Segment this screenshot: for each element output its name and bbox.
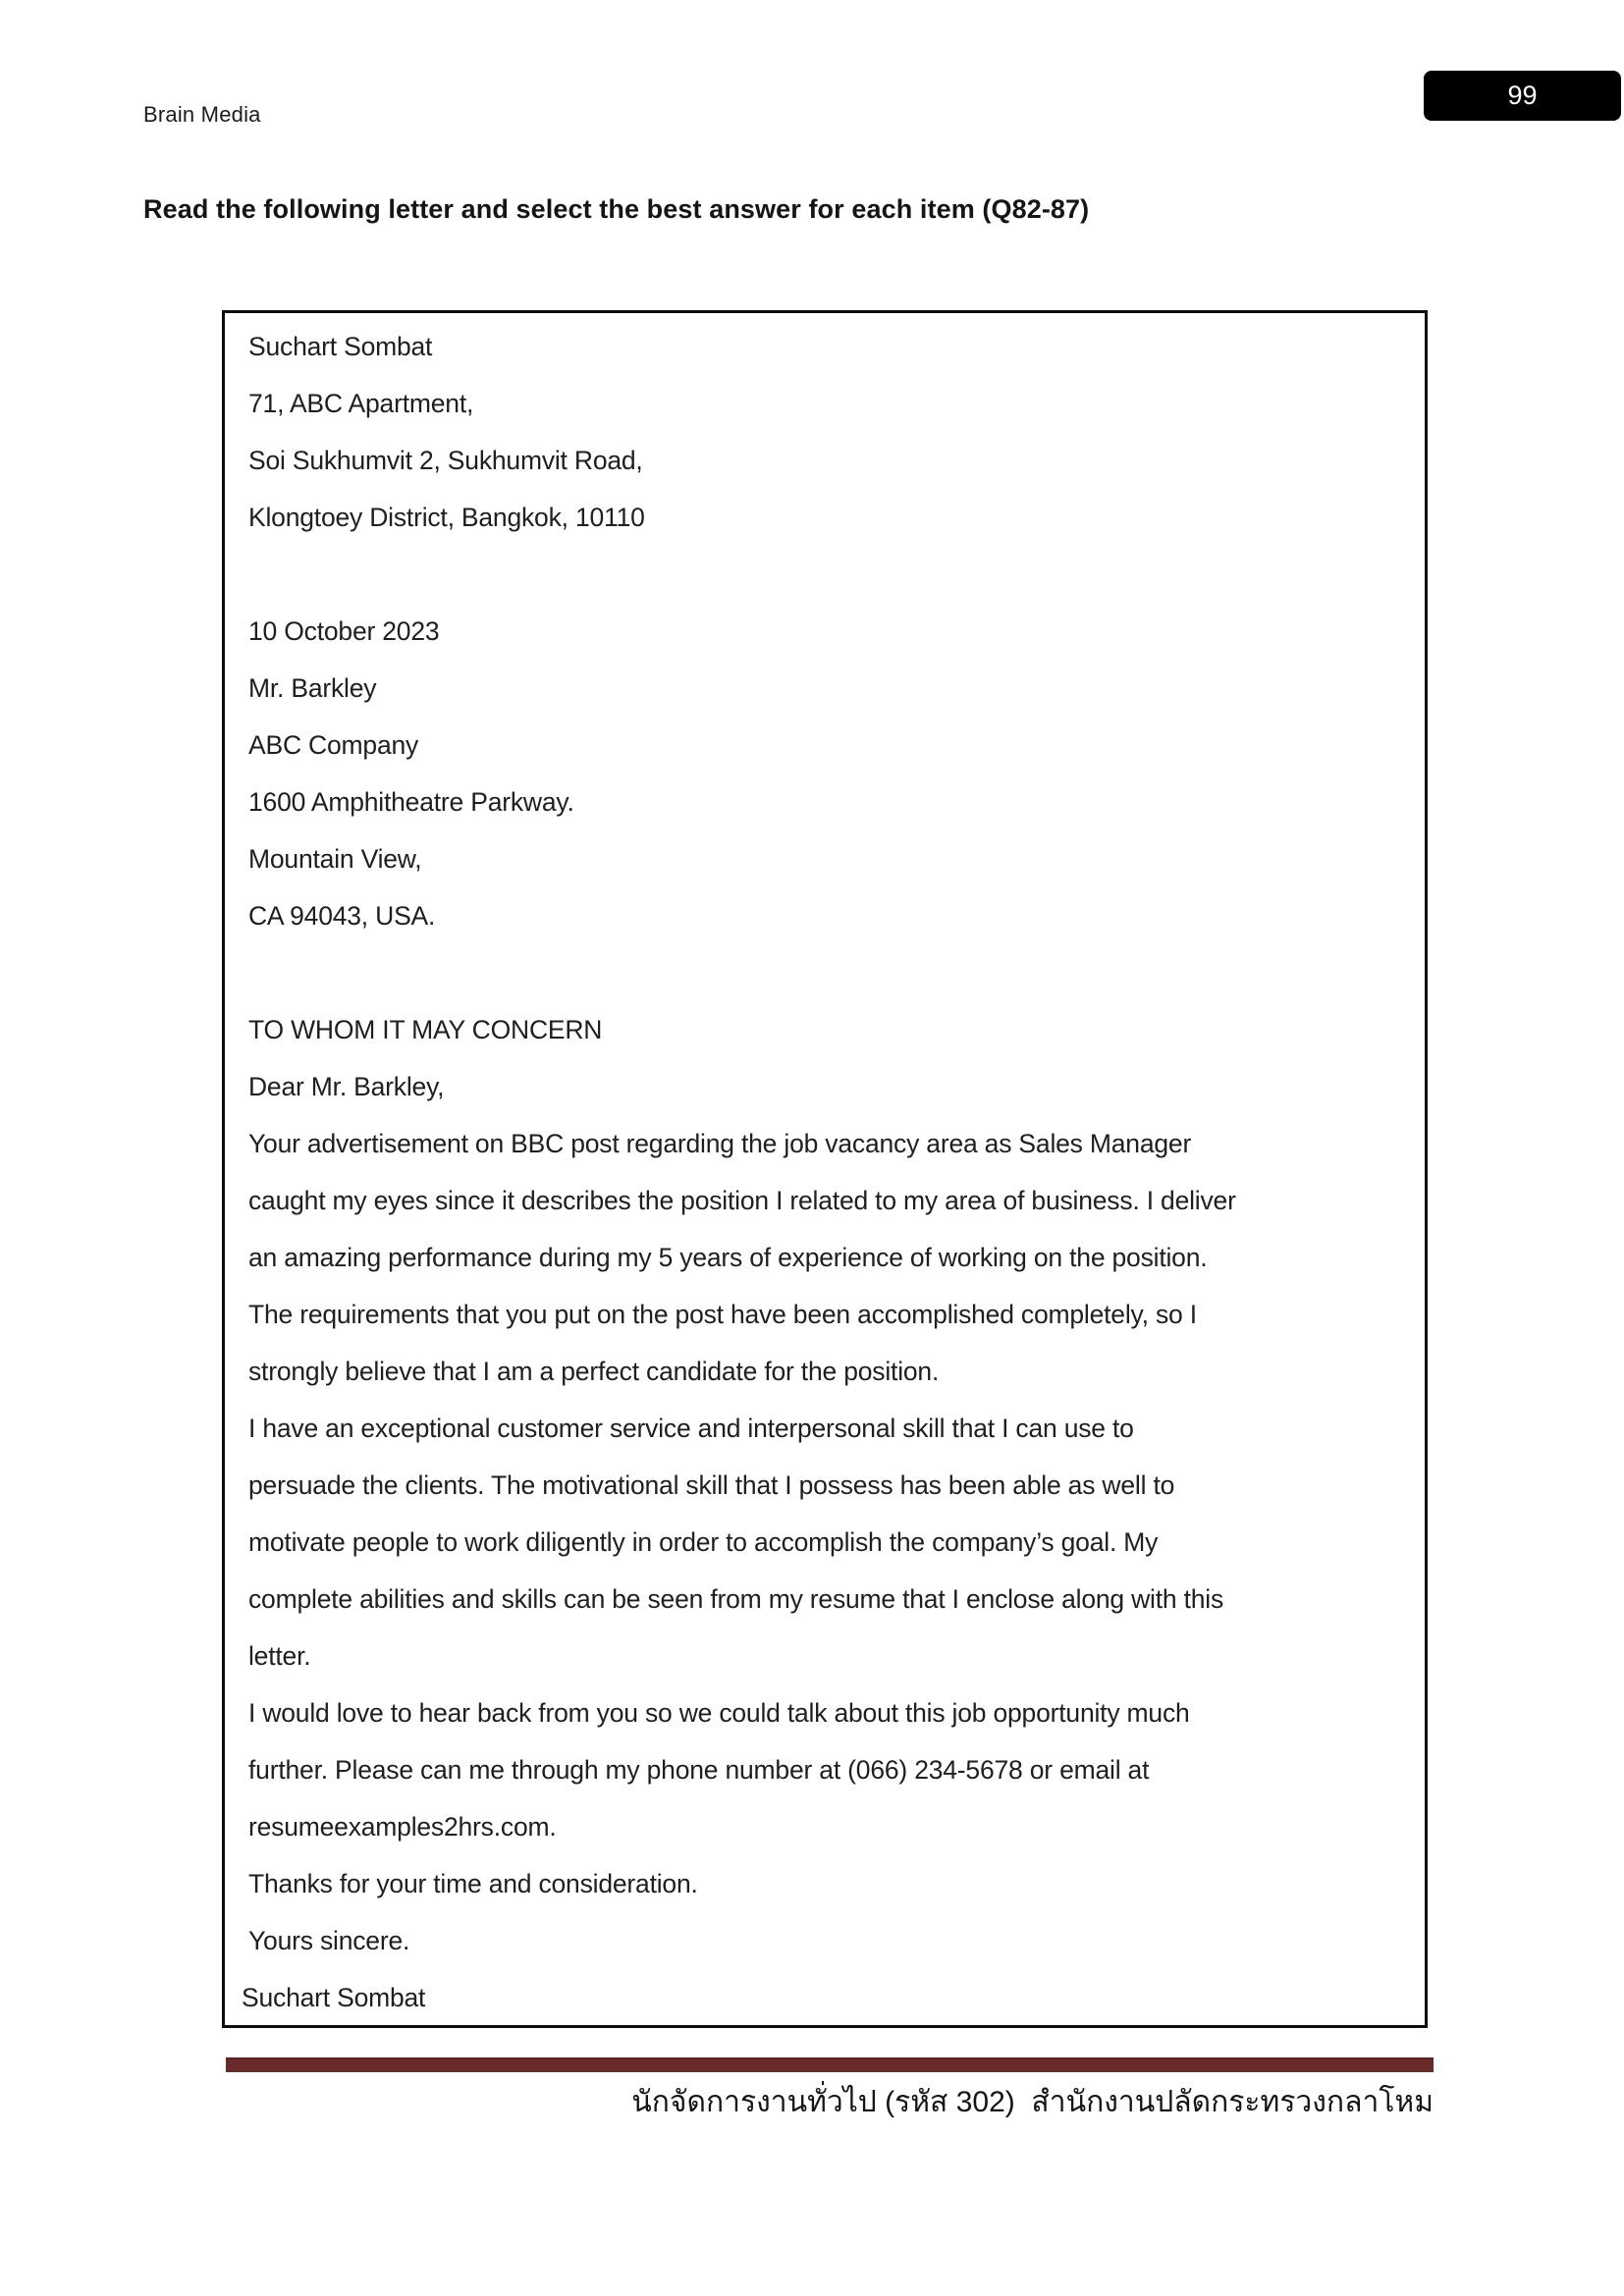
letter-line-body: complete abilities and skills can be seen from my resume that I enclose along with this bbox=[248, 1584, 1224, 1614]
letter-line-recipient-company: ABC Company bbox=[248, 730, 419, 760]
letter-line-sender-name: Suchart Sombat bbox=[248, 332, 433, 361]
letter-line-date: 10 October 2023 bbox=[248, 616, 440, 646]
letter-line-sender-address2: Soi Sukhumvit 2, Sukhumvit Road, bbox=[248, 446, 643, 475]
letter-line-body: letter. bbox=[248, 1641, 311, 1671]
letter-line-closing: Yours sincere. bbox=[248, 1926, 410, 1955]
letter-line-body: persuade the clients. The motivational skill that I possess has been able as well to bbox=[248, 1470, 1175, 1500]
letter-line-sender-address3: Klongtoey District, Bangkok, 10110 bbox=[248, 503, 645, 532]
letter-line-body: motivate people to work diligently in order to accomplish the company’s goal. My bbox=[248, 1527, 1159, 1557]
letter-line-body: Your advertisement on BBC post regarding the job vacancy area as Sales Manager bbox=[248, 1129, 1192, 1158]
letter-line-salutation-caps: TO WHOM IT MAY CONCERN bbox=[248, 1015, 603, 1044]
letter-line-body: caught my eyes since it describes the position I related to my area of business. I deliver bbox=[248, 1186, 1236, 1215]
letter-line-sender-address1: 71, ABC Apartment, bbox=[248, 389, 474, 418]
letter-line-recipient-address2: Mountain View, bbox=[248, 844, 422, 874]
letter-line-recipient-address3: CA 94043, USA. bbox=[248, 901, 436, 931]
letter-line-signature: Suchart Sombat bbox=[242, 1983, 426, 2012]
brand-text: Brain Media bbox=[143, 102, 261, 127]
letter-line-blank bbox=[248, 944, 1405, 1001]
footer-divider-bar bbox=[226, 2057, 1434, 2072]
footer-text: นักจัดการงานทั่วไป (รหัส 302) สำนักงานปลัดกระทรวงกลาโหม bbox=[631, 2086, 1434, 2118]
letter-line-body: I would love to hear back from you so we could talk about this job opportunity much bbox=[248, 1698, 1190, 1728]
letter-line-body: I have an exceptional customer service and interpersonal skill that I can use to bbox=[248, 1414, 1134, 1443]
letter-line-body: further. Please can me through my phone number at (066) 234-5678 or email at bbox=[248, 1755, 1150, 1785]
page-number: 99 bbox=[1507, 80, 1538, 110]
letter-line-body: an amazing performance during my 5 years of experience of working on the position. bbox=[248, 1243, 1208, 1272]
instruction-title: Read the following letter and select the best answer for each item (Q82-87) bbox=[143, 194, 1090, 224]
letter-line-salutation: Dear Mr. Barkley, bbox=[248, 1072, 445, 1101]
letter-box bbox=[222, 310, 1428, 2028]
letter-line-recipient-address1: 1600 Amphitheatre Parkway. bbox=[248, 787, 574, 817]
letter-line-body: resumeexamples2hrs.com. bbox=[248, 1812, 557, 1842]
letter-line-body: strongly believe that I am a perfect candidate for the position. bbox=[248, 1357, 940, 1386]
letter-line-blank bbox=[248, 546, 1405, 603]
letter-line-thanks: Thanks for your time and consideration. bbox=[248, 1869, 698, 1898]
letter-line-recipient-name: Mr. Barkley bbox=[248, 673, 377, 703]
page-number-badge bbox=[1424, 71, 1621, 121]
letter-line-body: The requirements that you put on the post have been accomplished completely, so I bbox=[248, 1300, 1197, 1329]
